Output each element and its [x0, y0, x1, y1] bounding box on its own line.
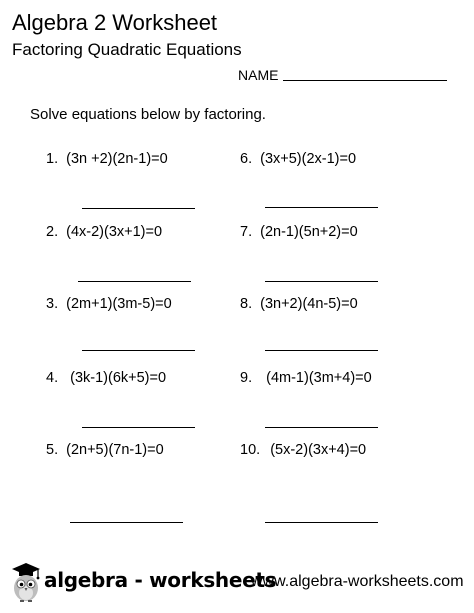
problem-expression: (3n +2)(2n-1)=0 [66, 151, 168, 167]
problem-expression: (2n+5)(7n-1)=0 [66, 442, 164, 458]
problem-7 [240, 223, 358, 241]
answer-line-4[interactable] [82, 427, 195, 428]
problem-number: 10. [240, 442, 261, 458]
problem-expression: (2m+1)(3m-5)=0 [66, 296, 172, 312]
problem-expression: (3x+5)(2x-1)=0 [260, 151, 357, 167]
owl-mascot-icon [9, 560, 45, 604]
problem-number: 4. [46, 370, 59, 386]
problem-expression: (3n+2)(4n-5)=0 [260, 296, 358, 312]
answer-line-3[interactable] [82, 350, 195, 351]
worksheet-title: Algebra 2 Worksheet [12, 10, 218, 35]
website-url[interactable]: www.algebra-worksheets.com [251, 573, 464, 590]
problem-expression: (4x-2)(3x+1)=0 [66, 224, 163, 240]
problem-3 [46, 295, 172, 313]
problem-10 [240, 441, 366, 459]
problem-number: 9. [240, 370, 253, 386]
problem-9 [240, 369, 372, 387]
name-label: NAME [238, 67, 279, 83]
problem-expression: (3k-1)(6k+5)=0 [70, 370, 167, 386]
problem-1 [46, 150, 168, 168]
problem-2 [46, 223, 162, 241]
problem-6 [240, 150, 356, 168]
name-field-line[interactable] [283, 80, 447, 81]
problem-expression: (2n-1)(5n+2)=0 [260, 224, 358, 240]
answer-line-10[interactable] [265, 522, 378, 523]
answer-line-2[interactable] [78, 281, 191, 282]
problem-number: 5. [46, 442, 59, 458]
problem-8 [240, 295, 358, 313]
problem-4 [46, 369, 166, 387]
answer-line-7[interactable] [265, 281, 378, 282]
answer-line-5[interactable] [70, 522, 183, 523]
instructions: Solve equations below by factoring. [30, 106, 266, 123]
problem-number: 3. [46, 296, 59, 312]
problem-number: 2. [46, 224, 59, 240]
problem-number: 8. [240, 296, 253, 312]
problem-number: 6. [240, 151, 253, 167]
answer-line-1[interactable] [82, 208, 195, 209]
problem-number: 7. [240, 224, 253, 240]
problem-expression: (5x-2)(3x+4)=0 [270, 442, 367, 458]
answer-line-6[interactable] [265, 207, 378, 208]
problem-expression: (4m-1)(3m+4)=0 [266, 370, 372, 386]
problem-5 [46, 441, 164, 459]
answer-line-9[interactable] [265, 427, 378, 428]
worksheet-subtitle: Factoring Quadratic Equations [12, 40, 242, 59]
problem-number: 1. [46, 151, 59, 167]
answer-line-8[interactable] [265, 350, 378, 351]
logo-wordmark: algebra - worksheets [44, 568, 277, 592]
